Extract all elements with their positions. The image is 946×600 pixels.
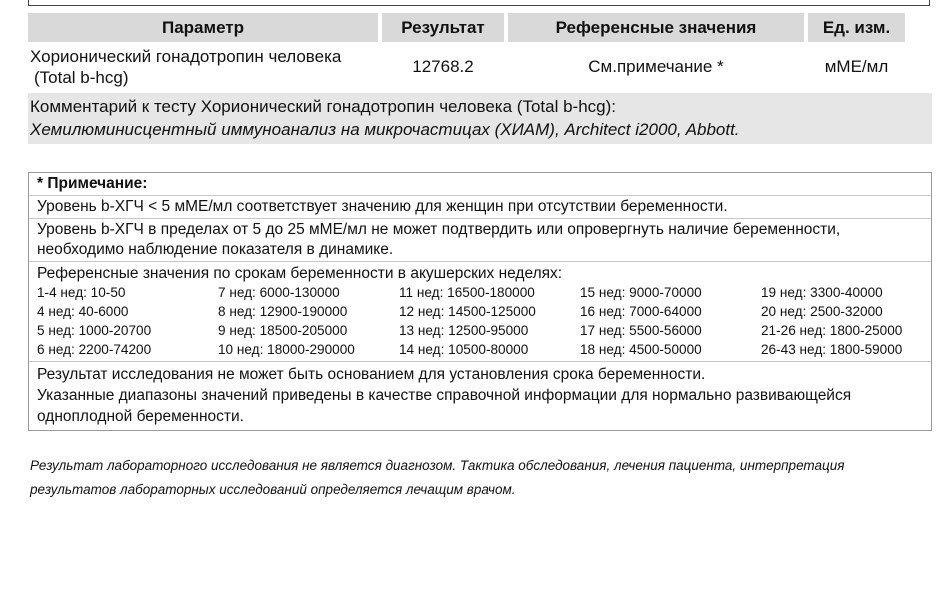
parameter-name-line1: Хорионический гонадотропин человека bbox=[30, 46, 342, 66]
unit-value: мМЕ/мл bbox=[824, 56, 889, 76]
results-table bbox=[28, 13, 932, 144]
week-range: 5 нед: 1000-20700 bbox=[37, 323, 152, 338]
week-range: 8 нед: 12900-190000 bbox=[218, 304, 348, 319]
week-range: 10 нед: 18000-290000 bbox=[218, 342, 355, 357]
comment-title: Комментарий к тесту Хорионический гонадотропин человека (Total b-hcg): bbox=[30, 97, 616, 116]
result-value: 12768.2 bbox=[412, 56, 474, 76]
week-range: 12 нед: 14500-125000 bbox=[399, 304, 536, 319]
note-title: * Примечание: bbox=[29, 173, 931, 196]
week-range: 11 нед: 16500-180000 bbox=[399, 285, 535, 300]
weeks-title: Референсные значения по срокам беременности в акушерских неделях: bbox=[37, 265, 563, 282]
week-range: 20 нед: 2500-32000 bbox=[761, 304, 883, 319]
table-header bbox=[28, 13, 932, 42]
footer-line-2: результатов лабораторных исследований определяется лечащим врачом. bbox=[30, 482, 516, 497]
week-range: 9 нед: 18500-205000 bbox=[218, 323, 348, 338]
note-tail-1: Результат исследования не может быть основанием для установления срока беременности. bbox=[37, 366, 706, 383]
week-range: 18 нед: 4500-50000 bbox=[580, 342, 702, 357]
parameter-name bbox=[28, 46, 378, 88]
week-range: 7 нед: 6000-130000 bbox=[218, 285, 340, 300]
table-row bbox=[28, 42, 932, 91]
reference-value: См.примечание * bbox=[588, 56, 724, 76]
week-range: 21-26 нед: 1800-25000 bbox=[761, 323, 903, 338]
week-range: 14 нед: 10500-80000 bbox=[399, 342, 529, 357]
week-range: 1-4 нед: 10-50 bbox=[37, 285, 126, 300]
note-line-2b: необходимо наблюдение показателя в динамике. bbox=[37, 241, 394, 258]
footer-disclaimer bbox=[30, 454, 920, 502]
comment-method: Хемилюминисцентный иммуноанализ на микрочастицах (ХИАМ), Architect i2000, Abbott. bbox=[30, 120, 740, 139]
week-range: 16 нед: 7000-64000 bbox=[580, 304, 702, 319]
parameter-name-line2: (Total b-hcg) bbox=[34, 67, 129, 87]
header-result: Результат bbox=[382, 13, 504, 42]
note-line-2a: Уровень b-ХГЧ в пределах от 5 до 25 мМЕ/мл не может подтвердить или опровергнуть наличие беременности, bbox=[37, 221, 841, 238]
note-line-2 bbox=[29, 219, 931, 262]
week-range: 17 нед: 5500-56000 bbox=[580, 323, 702, 338]
note-tail-2: Указанные диапазоны значений приведены в качестве справочной информации для нормально развивающейся bbox=[37, 387, 852, 404]
week-range: 15 нед: 9000-70000 bbox=[580, 285, 702, 300]
test-comment bbox=[28, 93, 932, 144]
header-parameter: Параметр bbox=[28, 13, 378, 42]
note-box bbox=[28, 172, 932, 431]
week-range: 13 нед: 12500-95000 bbox=[399, 323, 529, 338]
week-range: 4 нед: 40-6000 bbox=[37, 304, 129, 319]
weeks-grid bbox=[29, 283, 931, 362]
header-reference: Референсные значения bbox=[508, 13, 804, 42]
footer-line-1: Результат лабораторного исследования не является диагнозом. Тактика обследования, лечения пациента, интерпретация bbox=[30, 458, 845, 473]
week-range: 6 нед: 2200-74200 bbox=[37, 342, 152, 357]
week-range: 19 нед: 3300-40000 bbox=[761, 285, 883, 300]
note-tail bbox=[29, 362, 931, 430]
week-range: 26-43 нед: 1800-59000 bbox=[761, 342, 903, 357]
note-line-1: Уровень b-ХГЧ < 5 мМЕ/мл соответствует значению для женщин при отсутствии беременности. bbox=[29, 196, 931, 219]
note-tail-3: одноплодной беременности. bbox=[37, 408, 244, 425]
previous-section-edge bbox=[28, 0, 930, 6]
header-unit: Ед. изм. bbox=[808, 13, 905, 42]
